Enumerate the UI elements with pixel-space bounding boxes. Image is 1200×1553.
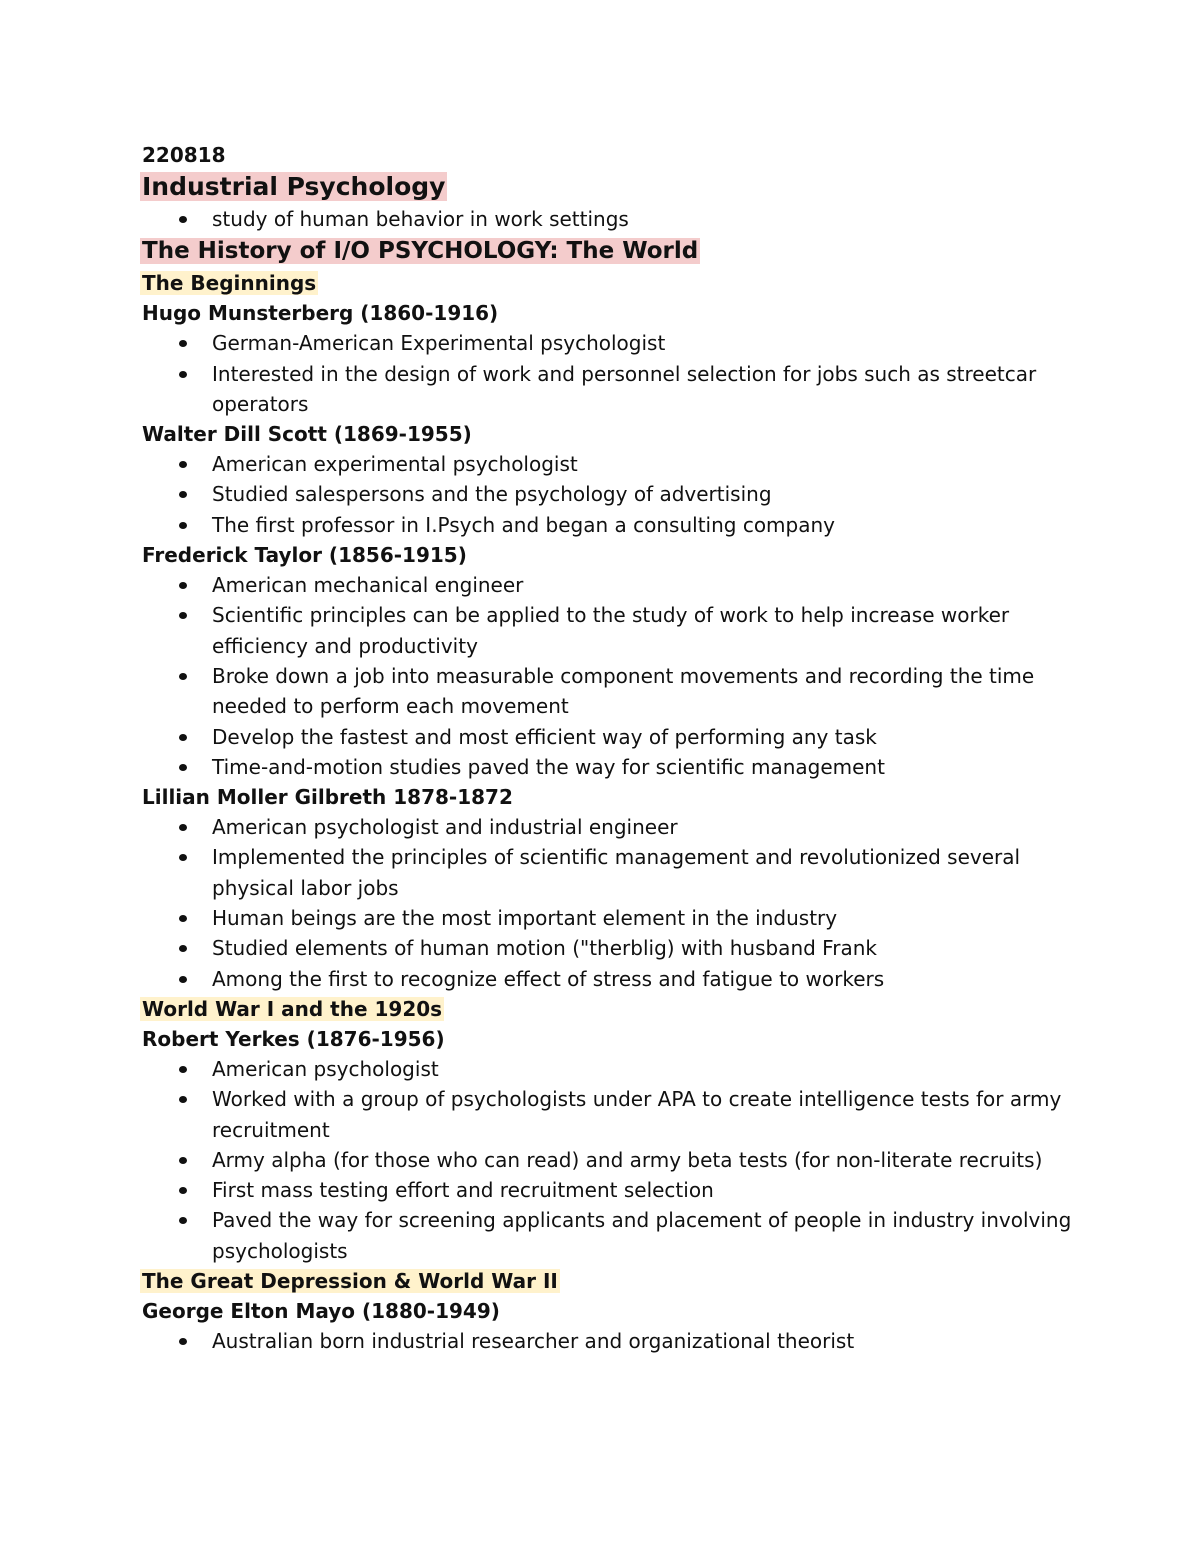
bullet-item [142, 204, 1072, 234]
page-title-text: Industrial Psychology [142, 172, 446, 201]
bullet-text: German-American Experimental psychologist [212, 331, 666, 356]
bullet-item [142, 449, 1072, 479]
bullet-text: Army alpha (for those who can read) and army beta tests (for non-literate recruits) [212, 1147, 1043, 1172]
bullet-item [142, 328, 1072, 358]
sections-container [142, 268, 1072, 1356]
section-heading [142, 268, 1072, 298]
bullet-item [142, 752, 1072, 782]
section-heading-text: The Beginnings [142, 271, 317, 296]
bullet-item [142, 722, 1072, 752]
bullet-item [142, 600, 1072, 661]
bullet-text: American mechanical engineer [212, 573, 524, 598]
bullet-item [142, 1175, 1072, 1205]
bullet-dot-icon [179, 340, 187, 347]
bullet-text: Paved the way for screening applicants and placement of people in industry involving psychologists [212, 1208, 1072, 1263]
bullet-item [142, 1205, 1072, 1266]
bullet-dot-icon [179, 976, 187, 983]
person-name: Robert Yerkes (1876-1956) [142, 1026, 445, 1051]
bullet-text: American experimental psychologist [212, 452, 578, 477]
bullet-dot-icon [179, 1066, 187, 1073]
document-body [142, 140, 1072, 1356]
bullet-dot-icon [179, 1187, 187, 1194]
bullet-dot-icon [179, 1217, 187, 1224]
person-name: Frederick Taylor (1856-1915) [142, 543, 467, 568]
bullet-dot-icon [179, 1338, 187, 1345]
bullet-item [142, 661, 1072, 722]
person-name: Lillian Moller Gilbreth 1878-1872 [142, 785, 513, 810]
bullet-dot-icon [179, 491, 187, 498]
bullet-dot-icon [179, 1157, 187, 1164]
bullet-dot-icon [179, 461, 187, 468]
bullet-text: The first professor in I.Psych and began a consulting company [212, 512, 835, 537]
bullet-item [142, 964, 1072, 994]
bullet-dot-icon [179, 915, 187, 922]
section-heading-text: The Great Depression & World War II [142, 1269, 558, 1294]
bullet-text: Broke down a job into measurable component movements and recording the time needed to perform each movement [212, 663, 1035, 719]
bullet-item [142, 1054, 1072, 1084]
bullet-text: First mass testing effort and recruitment selection [212, 1178, 714, 1203]
bullet-text: study of human behavior in work settings [212, 207, 629, 231]
bullet-item [142, 933, 1072, 963]
bullet-dot-icon [179, 764, 187, 771]
bullet-item [142, 842, 1072, 903]
bullet-dot-icon [179, 612, 187, 619]
history-heading-text: The History of I/O PSYCHOLOGY: The World [142, 238, 699, 265]
person-bullet-list [142, 570, 1072, 782]
bullet-item [142, 1326, 1072, 1356]
title-bullet-list [142, 204, 1072, 234]
bullet-dot-icon [179, 854, 187, 861]
bullet-text: Time-and-motion studies paved the way for scientific management [212, 754, 885, 779]
page-title [142, 170, 1072, 204]
bullet-text: Australian born industrial researcher and organizational theorist [212, 1329, 855, 1354]
bullet-text: Studied elements of human motion ("therblig) with husband Frank [212, 936, 877, 961]
bullet-text: Worked with a group of psychologists under APA to create intelligence tests for army recruitment [212, 1087, 1062, 1142]
bullet-item [142, 1145, 1072, 1175]
bullet-dot-icon [179, 824, 187, 831]
bullet-item [142, 510, 1072, 540]
bullet-dot-icon [179, 371, 187, 378]
person-bullet-list [142, 1326, 1072, 1356]
bullet-item [142, 359, 1072, 420]
bullet-text: American psychologist [212, 1056, 439, 1081]
person-name: Hugo Munsterberg (1860-1916) [142, 301, 499, 326]
section-heading [142, 994, 1072, 1024]
bullet-text: American psychologist and industrial engineer [212, 815, 678, 840]
bullet-text: Among the first to recognize effect of stress and fatigue to workers [212, 966, 885, 991]
bullet-text: Scientific principles can be applied to the study of work to help increase worker efficiency and productivity [212, 603, 1010, 658]
person-name: Walter Dill Scott (1869-1955) [142, 422, 472, 447]
person-bullet-list [142, 449, 1072, 540]
bullet-text: Studied salespersons and the psychology of advertising [212, 482, 772, 507]
bullet-item [142, 812, 1072, 842]
bullet-item [142, 1084, 1072, 1145]
bullet-dot-icon [179, 522, 187, 529]
bullet-item [142, 570, 1072, 600]
bullet-dot-icon [179, 945, 187, 952]
bullet-dot-icon [179, 734, 187, 741]
bullet-item [142, 903, 1072, 933]
bullet-text: Develop the fastest and most efficient way of performing any task [212, 724, 877, 749]
section-heading-text: World War I and the 1920s [142, 996, 443, 1021]
section-heading [142, 1266, 1072, 1296]
bullet-dot-icon [179, 216, 187, 223]
bullet-dot-icon [179, 582, 187, 589]
person-name: George Elton Mayo (1880-1949) [142, 1299, 500, 1324]
history-heading [142, 234, 1072, 268]
bullet-dot-icon [179, 1096, 187, 1103]
person-bullet-list [142, 812, 1072, 994]
bullet-text: Interested in the design of work and personnel selection for jobs such as streetcar operators [212, 361, 1037, 416]
bullet-dot-icon [179, 673, 187, 680]
bullet-text: Implemented the principles of scientific management and revolutionized several physical labor jobs [212, 845, 1021, 900]
document-date: 220818 [142, 143, 226, 167]
bullet-text: Human beings are the most important element in the industry [212, 906, 838, 931]
person-bullet-list [142, 328, 1072, 419]
bullet-item [142, 479, 1072, 509]
person-bullet-list [142, 1054, 1072, 1266]
